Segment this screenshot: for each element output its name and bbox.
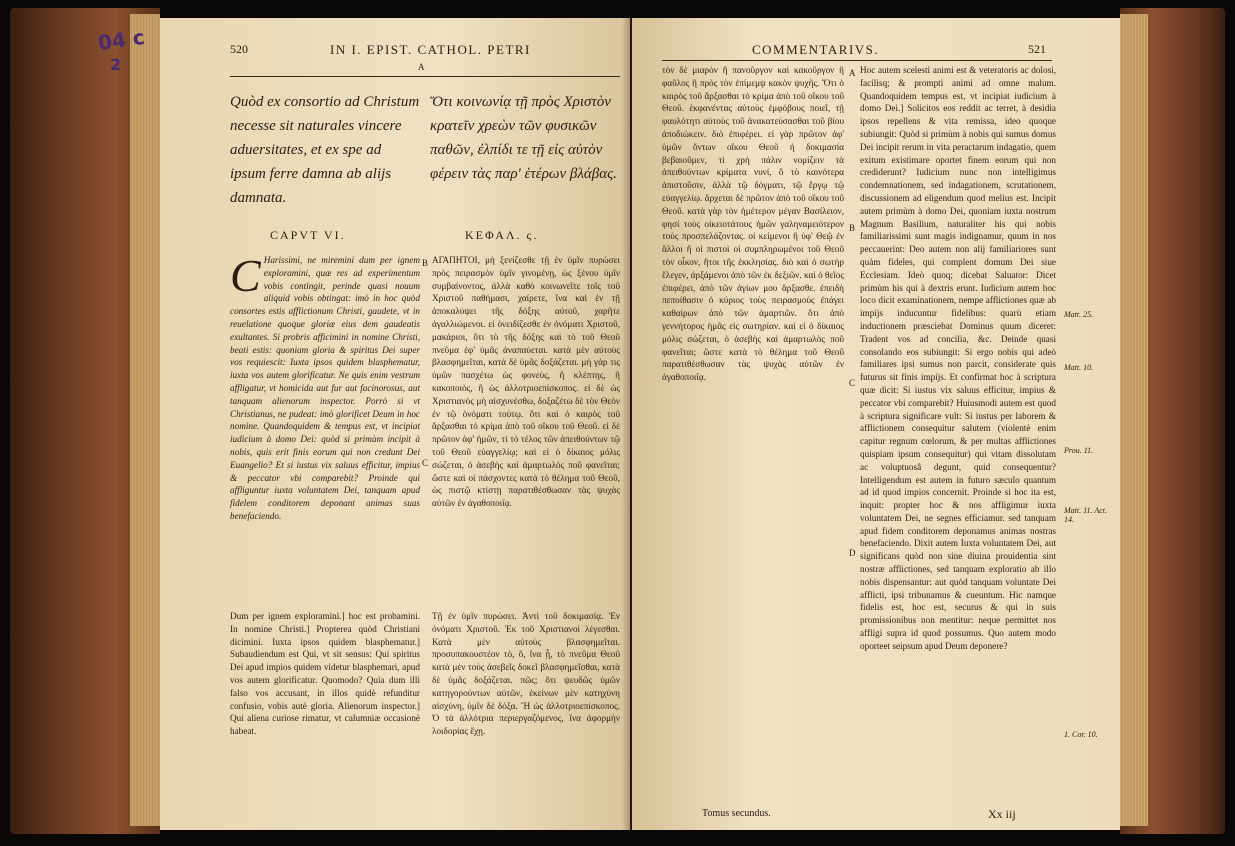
latin-commentary: Dum per ignem exploramini.] hoc est probamini. In nomine Christi.] Propterea quòd Christiani dicimini. Iuxta ipsos quidem blasphematur.] Subaudiendum est Qui, vt sit sensus: Qui spiritus Dei apud impios quidem videtur blasphemari, apud vos autem glorificatur. Quomodo? Quia dum illi falso vos accusant, in illos quidè refunditur confusio, vobis autè gloria. Alienorum inspector.] Qui aliena curiose rimatur, vt calumniæ occasionè habeat. — [230, 611, 420, 737]
handwritten-shelfmark: 04 c — [96, 24, 147, 56]
margin-letter-b: B — [422, 258, 429, 268]
rule-top-right — [662, 60, 1052, 61]
latin-heading: Quòd ex consortio ad Christum necesse sit naturales vincere aduersitates, et ex spe ad ipsum ferre damna ab alijs damnata. — [230, 94, 420, 206]
margin-letter-c-right: C — [849, 378, 856, 388]
greek-commentary: Τῇ ἐν ὑμῖν πυρώσει. Ἀντὶ τοῦ δοκιμασίᾳ. Ἐν ὀνόματι Χριστοῦ. Ἐκ τοῦ Χριστιανοὶ λέγεσθαι. Κατὰ μὲν αὐτοὺς βλασφημεῖται. προσυπακουστέον τὸ, ὃ, ἵνα ᾖ, τὸ πνεῦμα Θεοῦ κατὰ μὲν τοὺς ἀσεβεῖς δοκεῖ βλασφημεῖσθαι, κατὰ δὲ ὑμᾶς δοξάζεται. πῶς; ὅτι ψευδῶς ὑμῶν κατηγορούντων αὐτῶν, ἐκείνων μὲν κατηχύνη αἰσχύνη, ὑμῖν δὲ δόξα. Ἢ ὡς ἀλλοτριοεπίσκοπος. Ὁ τὰ ἀλλότρια περιεργαζόμενος, ἵνα ἀφορμὴν λοιδορίας ἔχῃ. — [432, 611, 620, 737]
margin-letter-c: C — [422, 458, 429, 468]
left-page — [160, 18, 630, 830]
greek-scripture-column: ΑΓΑΠΗΤΟΙ, μὴ ξενίζεσθε τῇ ἐν ὑμῖν πυρώσει πρὸς πειρασμὸν ὑμῖν γινομένῃ, ὡς ξένου ὑμῖν συμβαίνοντος, ἀλλὰ καθὸ κοινωνεῖτε τοῖς τοῦ Χριστοῦ παθήμασι, χαίρετε, ἵνα καὶ ἐν τῇ ἀποκαλύψει τῆς δόξης αὐτοῦ, χαρῆτε ἀγαλλιώμενοι. εἰ ὀνειδίζεσθε ἐν ὀνόματι Χριστοῦ, μακάριοι, ὅτι τὸ τῆς δόξης καὶ τὸ τοῦ Θεοῦ πνεῦμα ἐφ' ὑμᾶς ἀναπαύεται. κατὰ μὲν αὐτοὺς βλασφημεῖται, κατὰ δὲ ὑμᾶς δοξάζεται. μὴ γάρ τις ὑμῶν πασχέτω ὡς φονεὺς, ἢ κλέπτης, ἢ κακοποιὸς, ἢ ὡς ἀλλοτριοεπίσκοπος. εἰ δὲ ὡς Χριστιανὸς μὴ αἰσχυνέσθω, δοξαζέτω δὲ τὸν Θεὸν ἐν τῷ ὀνόματι τούτῳ. ὅτι καὶ ὁ καιρὸς τοῦ ἄρξασθαι τὸ κρίμα ἀπὸ τοῦ οἴκου τοῦ Θεοῦ. εἰ δὲ πρῶτον ἀφ' ἡμῶν, τί τὸ τέλος τῶν ἀπειθούντων τῷ τοῦ Θεοῦ εὐαγγελίῳ; καὶ εἰ ὁ δίκαιος μόλις σώζεται, ὁ ἀσεβὴς καὶ ἁμαρτωλὸς ποῦ φανεῖται; ὥστε καὶ οἱ πάσχοντες κατὰ τὸ θέλημα τοῦ Θεοῦ, ὡς πιστῷ κτίστῃ παρατιθέσθωσαν τὰς ψυχὰς αὐτῶν ἐν ἀγαθοποιΐᾳ. — [432, 255, 620, 509]
latin-scripture-column: C Harissimi, ne miremini dum per ignem exploramini, quæ res ad experimentum vobis contingit, perinde quasi nouum aliquid vobis obtingat: imò in hoc quòd consortes estis afflictionum Christi, gaudete, vt in reuelatione quoque gloriæ eius dem gaudeatis exultantes. Si probris afficimini in nomine Christi, beati estis: quoniam gloria & spiritus Dei super vos requiescit: Iuxta ipsos quidem blasphematur, iuxta vos autem glorificatur. Ne quis enim vestrum affligatur, vt homicida aut fur aut facinorosus, aut tanquam alienorum inspector. Porrò si vt Christianus, ne pudeat: imò glorificet Deum in hoc nomine. Quandoquidem & tempus est, vt incipiat iudicium à domo Dei: quòd si primùm incipit à nobis, quis erit finis eorum qui non credunt Dei Euangelio? Et si iustus vix saluus efficitur, impius & peccator vbi comparebit? Proinde qui affliguntur iuxta voluntatem Dei, tanquam apud fidelem conditorem deponant animas suas benefaciendo. — [230, 250, 420, 521]
latin-commentary-right: Hoc autem scelesti animi est & veteratoris ac dolosi, facilisq; & prompti animi ad omne malum. Quandoquidem tempus est, vt incipiat iudicium à domo Dei.] Solicitos eos reddit ac terret, à desidia ipsos repellens & vita remissa, ideo quoque subiungit: Quòd si primùm à nobis qui sumus domus Dei incipit rerum in vita peractarum indagatio, quem exitum existimare oportet finem eorum qui non crediderunt? Iudicium nunc non intelligimus condemnationem, sed indagationem, scrutationem, discussionem ad eligendum quod melius est. Incipit autem primùm à domo Dei, quoniam iuxta nostrum Magnum Basilium, naturaliter his qui nobis familiarissimi sunt magis indignamur, quum in nos peccauerint: Deo autem non alij familiariores sunt quàm fideles, qui complent domum Dei siue Ecclesiam. Ideò quoq; dicebat Saluator: Dicet primùm his qui à dextris erunt. Iudicium autem hoc loco dicit examinationem, nempe afflictiones quæ ab impijs inducuntur fidelibus: quarù etiam inductionem præsciebat Dominus quum diceret: Tradent vos ad concilia, &c. Deinde quasi consolando eos subiungit: Si ergo nobis qui adeò familiares ipsi sumus non parcit, considerate quis futurus sit finis impijs. Et confirmat hoc à scriptura quæ dicit: Si iustus vix saluus efficitur, impius & peccator vbi comparebit? Huiusmodi autem est quod à scriptura significare vult: Si iustus per laborem & afflictionem consequitur salutem (violentè enim capitur regnum cœlorum, & per multas afflictiones quispiam ipsum consequitur) qui vitam dissolutam ac voluptuosâ degunt, quid consequentur? Intelligendum est autem in futuro sæculo quantum ad id quod impios concernit. Proinde si hoc ita est, inquit: propter hoc & nos affligimur iuxta voluntatem Dei, ne segnes efficiamur. sed tanquam apud fidem conditorem deponamus animas nostras benefaciendo. Dixit autem Iuxta voluntatem Dei, aut significans quòd non sine diuina prouidentia sint nostræ afflictiones, sed tanquam exploratio ab illo nobis dispensantur: aut quòd tanquam voluntate Dei afflicti, ipsi tribunamus & cueuntum. Hic namque fidelis est, hoc est, securus & qui in suis promissionibus non mentitur: neque permittet nos affligi supra id quod possumus. Quo autem modo oporteet seipsum apud Deum deponere? — [860, 65, 1056, 651]
caput-greek: ΚΕΦΑΛ. ς. — [465, 228, 539, 242]
left-page-edges — [130, 14, 160, 826]
greek-commentary-right: τὸν δὲ μιαρὸν ἢ πανοῦργον καὶ κακοῦργον ἢ φαῦλος ἢ πρὸς τὸν ἐπίμεμψ κακὸν ψυχῆς. Ὅτι ὁ καιρὸς τοῦ ἄρξασθαι τὸ κρίμα ἀπὸ τοῦ οἴκου τοῦ Θεοῦ. ἐκφανέντας αὐτοὺς ἐμφόβους ποιεῖ, τῇ φαυλότητι αὐτοὺς τοῦ ἀνακατεύσασθαι τοῦ βίου ἀποδιώκειν. διὸ ἐπιφέρει. εἰ γὰρ πρῶτον ἀφ' ὑμῶν ὄντων οἴκου Θεοῦ ἡ δοκιμασία βεβαιοῦμεν, τί χρὴ πάλιν νομίζειν τὰ ἀπειθούντων κρίματα νυνί, ὃ τὸ καινότερα ἀπιστοῦσιν, ἀλλὰ τῷ δόγματι, τῷ ἔργῳ τῷ εὐαγγελίῳ. ἄρχεται δὲ πρῶτον ἀπὸ τοῦ οἴκου τοῦ Θεοῦ. κατὰ γὰρ τὸν ἡμέτερον μέγαν Βασίλειον, φησί τοὺς οἰκειοτάτους ἡμῶν γαληναμειότερον τοὺς προσπελάζοντας. οἱ κείμενοι ἢ ὑφ' Θεῷ ἐν ἄλλοι ἢ οἱ πιστοὶ οἱ συμπληρωμένοι τοῦ Θεοῦ τὸν οἶκον, ἤτοι τῆς ἐκκλησίας. διὸ καὶ ὁ σωτὴρ ἔλεγεν, ἀρξάμενοι ἀπὸ τῶν ἐκ δεξιῶν. καὶ ὁ θεῖος ἐπιφέρει, ἀπὸ τῶν ἁγίων μου ἄρξασθε. ἐπειδὴ πεποίθασιν ὁ κύριος τοὺς πειρασμοὺς ἐπάγει καθαίρων ἀπὸ τῶν ἁμαρτιῶν. ὅτι ἀπὸ γεννήτορος ἡμᾶς εἰς σωτηρίαν. καὶ εἰ ὁ δίκαιος μόλις σώζεται, ὁ ἀσεβὴς καὶ ἁμαρτωλὸς ποῦ φανεῖται; ὥστε κατὰ τὸ θέλημα τοῦ Θεοῦ παρατιθέσθωσαν τὰς ψυχὰς αὐτῶν ἐν ἀγαθοποιΐᾳ. — [662, 65, 844, 383]
margin-letter-a-right: A — [849, 68, 856, 78]
margin-ref-1cor10: 1. Cor. 10. — [1064, 730, 1098, 739]
page-number-left: 520 — [230, 42, 248, 56]
signature-mark: Xx iij — [988, 807, 1016, 821]
running-head-left: IN I. EPIST. CATHOL. PETRI — [330, 42, 531, 57]
margin-ref-matt25: Matt. 25. — [1064, 310, 1094, 319]
catchword-tomus: Tomus secundus. — [702, 808, 771, 819]
right-page-edges — [1120, 14, 1148, 826]
margin-ref-matt11-act14: Matt. 11. Act. 14. — [1064, 506, 1108, 524]
rule-top — [230, 76, 620, 77]
page-number-right: 521 — [1028, 42, 1046, 56]
greek-heading: Ὅτι κοινωνίᾳ τῇ πρὸς Χριστὸν κρατεῖν χρεὼν τῶν φυσικῶν παθῶν, ἐλπίδι τε τῇ εἰς αὐτὸν φέρειν τὰς παρ' ἑτέρων βλάβας. — [430, 94, 617, 182]
running-head-right: COMMENTARIVS. — [752, 42, 880, 57]
margin-letter-b-right: B — [849, 223, 856, 233]
caput-latin: CAPVT VI. — [270, 228, 346, 242]
right-page — [632, 18, 1120, 830]
section-letter-a: A — [418, 62, 425, 72]
margin-letter-d-right: D — [849, 548, 856, 558]
margin-ref-prou11: Prou. 11. — [1064, 446, 1094, 455]
margin-ref-matt10: Matt. 10. — [1064, 363, 1094, 372]
handwritten-number: 2 — [110, 55, 122, 74]
